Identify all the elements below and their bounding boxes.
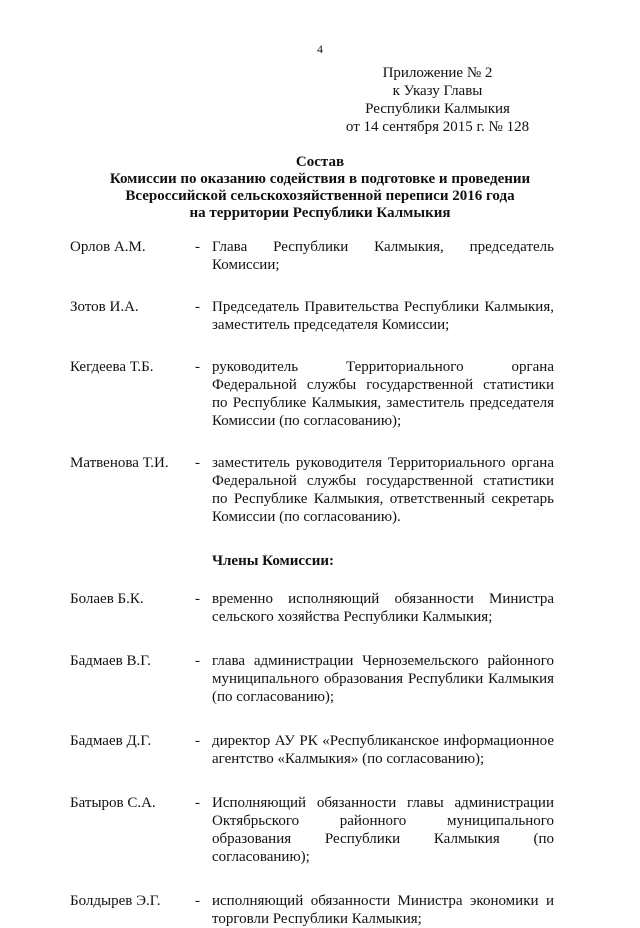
dash-separator: - <box>195 893 200 909</box>
member-role: Глава Республики Калмыкия, председатель Комиссии; <box>212 239 554 273</box>
member-name: Бадмаев Д.Г. <box>70 733 152 749</box>
member-row <box>70 358 570 430</box>
dash-separator: - <box>195 239 200 255</box>
title-line-2: Комиссии по оказанию содействия в подготовке и проведении <box>109 171 531 187</box>
member-row <box>70 454 570 526</box>
member-row <box>70 652 570 706</box>
dash-separator: - <box>195 733 200 749</box>
dash-separator: - <box>195 795 200 811</box>
appendix-line-1: Приложение № 2 <box>382 65 493 81</box>
page-number: 4 <box>317 42 323 56</box>
dash-separator: - <box>195 653 200 669</box>
appendix-line-3: Республики Калмыкия <box>365 101 510 117</box>
members-heading: Члены Комиссии: <box>212 553 334 569</box>
member-name: Болаев Б.К. <box>70 591 144 607</box>
document-title <box>60 154 580 222</box>
appendix-header <box>340 64 535 136</box>
member-name: Кегдеева Т.Б. <box>70 359 154 375</box>
dash-separator: - <box>195 455 200 471</box>
member-row <box>70 590 570 626</box>
member-name: Зотов И.А. <box>70 299 139 315</box>
title-line-1: Состав <box>295 154 345 170</box>
member-role: руководитель Территориального органа Федеральной службы государственной статистики по Республике Калмыкия, заместитель председателя Комиссии (по согласованию); <box>212 359 554 429</box>
member-row <box>70 732 570 768</box>
member-name: Матвенова Т.И. <box>70 455 169 471</box>
member-role: временно исполняющий обязанности Министра сельского хозяйства Республики Калмыкия; <box>212 591 554 625</box>
member-role: Председатель Правительства Республики Калмыкия, заместитель председателя Комиссии; <box>212 299 554 333</box>
member-row <box>70 238 570 274</box>
member-name: Батыров С.А. <box>70 795 156 811</box>
member-row <box>70 794 570 866</box>
member-name: Бадмаев В.Г. <box>70 653 151 669</box>
commission-list <box>70 238 570 928</box>
appendix-line-4: от 14 сентября 2015 г. № 128 <box>345 119 530 135</box>
member-role: Исполняющий обязанности главы администрации Октябрьского районного муниципального образования Республики Калмыкия (по согласованию); <box>212 795 554 865</box>
dash-separator: - <box>195 591 200 607</box>
member-role: глава администрации Черноземельского районного муниципального образования Республики Калмыкия (по согласованию); <box>212 653 554 705</box>
title-line-3: Всероссийской сельскохозяйственной переписи 2016 года <box>125 188 515 204</box>
dash-separator: - <box>195 359 200 375</box>
member-row <box>70 892 570 928</box>
member-name: Орлов А.М. <box>70 239 146 255</box>
member-name: Болдырев Э.Г. <box>70 893 161 909</box>
member-role: заместитель руководителя Территориального органа Федеральной службы государственной статистики по Республике Калмыкия, ответственный секретарь Комиссии (по согласованию). <box>212 455 554 525</box>
member-role: директор АУ РК «Республиканское информационное агентство «Калмыкия» (по согласованию); <box>212 733 554 767</box>
member-row <box>70 298 570 334</box>
title-line-4: на территории Республики Калмыкия <box>189 205 451 221</box>
member-role: исполняющий обязанности Министра экономики и торговли Республики Калмыкия; <box>212 893 554 927</box>
appendix-line-2: к Указу Главы <box>392 83 483 99</box>
dash-separator: - <box>195 299 200 315</box>
